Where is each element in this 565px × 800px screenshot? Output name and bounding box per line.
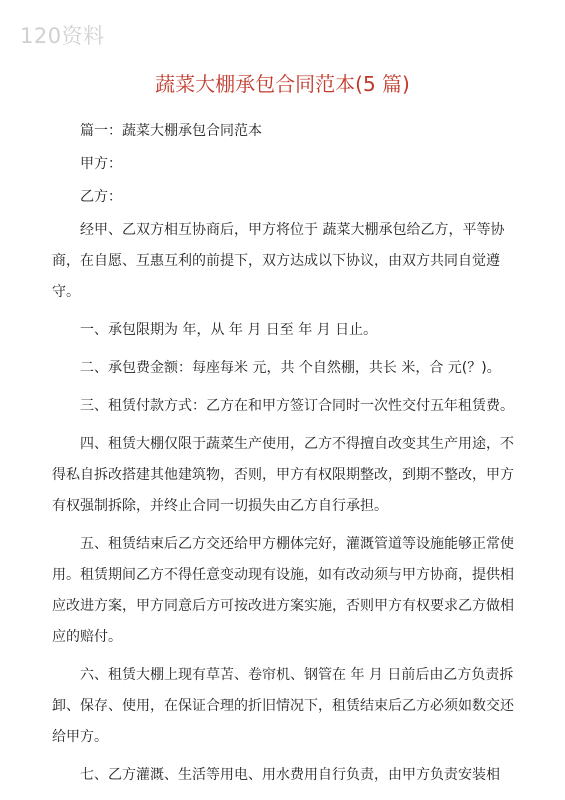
clause-1: 一、承包限期为 年，从 年 月 日至 年 月 日止。 (80, 322, 378, 338)
document-title: 蔬菜大棚承包合同范本(5 篇) (155, 72, 410, 96)
clause-4: 四、租赁大棚仅限于蔬菜生产使用，乙方不得擅自改变其生产用途，不得私自拆改搭建其他建筑物，否则，甲方有权限期整改，到期不整改，甲方有权强制拆除，并终止合同一切损失由乙方自行承担。 (52, 436, 514, 514)
watermark: 120资料 (20, 24, 105, 48)
party-b-line: 乙方： (80, 189, 122, 205)
clause-7: 七、乙方灌溉、生活等用电、用水费用自行负责，由甲方负责安装相 (80, 767, 500, 783)
party-a-line: 甲方： (80, 156, 122, 172)
intro-paragraph: 经甲、乙双方相互协商后，甲方将位于 蔬菜大棚承包给乙方，平等协商，在自愿、互惠互利的前提下，双方达成以下协议，由双方共同自觉遵守。 (52, 222, 505, 300)
clause-3: 三、租赁付款方式：乙方在和甲方签订合同时一次性交付五年租赁费。 (80, 398, 514, 414)
document-body (52, 116, 514, 798)
clause-2: 二、承包费金额：每座每米 元，共 个自然棚，共长 米，合 元(？)。 (80, 360, 501, 376)
clause-5: 五、租赁结束后乙方交还给甲方棚体完好，灌溉管道等设施能够正常使用。租赁期间乙方不得任意变动现有设施，如有改动须与甲方协商，提供相应改进方案，甲方同意后方可按改进方案实施，否则甲方有权要求乙方做相应的赔付。 (52, 536, 514, 645)
section-heading: 篇一：蔬菜大棚承包合同范本 (80, 123, 262, 139)
clause-6: 六、租赁大棚上现有草苫、卷帘机、钢管在 年 月 日前后由乙方负责拆卸、保存、使用，在保证合理的折旧情况下，租赁结束后乙方必须如数交还给甲方。 (52, 667, 514, 745)
